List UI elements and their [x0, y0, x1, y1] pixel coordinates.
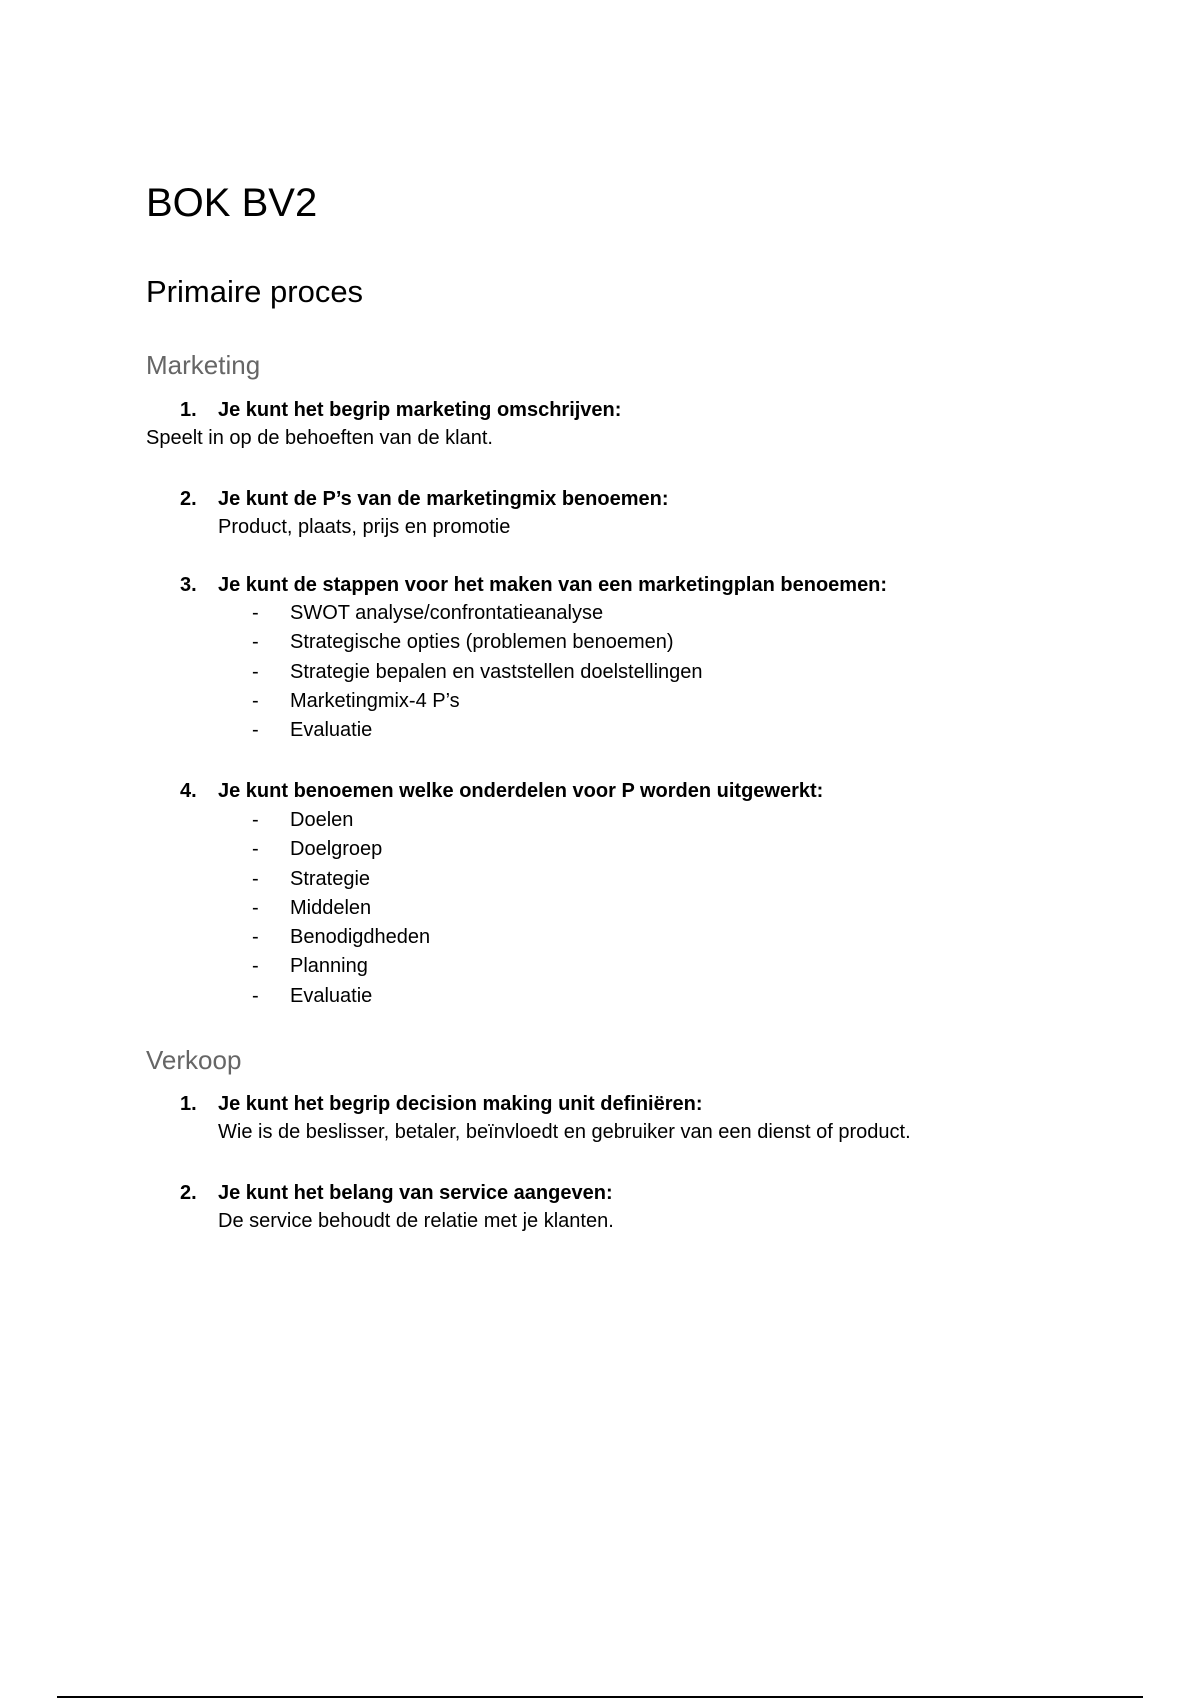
verkoop-answer-2: De service behoudt de relatie met je klanten. — [218, 1210, 614, 1232]
promotion-parts-list — [252, 806, 430, 1011]
question-text: Je kunt benoemen welke onderdelen voor P worden uitgewerkt: — [218, 780, 824, 802]
marketing-question-2 — [180, 489, 669, 509]
question-number: 1. — [180, 1093, 197, 1115]
list-item: - Benodigdheden — [252, 923, 430, 952]
list-item: - Strategie bepalen en vaststellen doelstellingen — [252, 658, 703, 687]
list-item: - Strategische opties (problemen benoemen) — [252, 628, 703, 657]
dash-marker: - — [252, 926, 259, 949]
section-heading-primaire-proces: Primaire proces — [146, 274, 364, 309]
dash-marker: - — [252, 867, 259, 890]
dash-marker: - — [252, 896, 259, 919]
dash-marker: - — [252, 809, 259, 831]
list-item: - SWOT analyse/confrontatieanalyse — [252, 599, 703, 628]
list-item: - Doelgroep — [252, 835, 430, 864]
marketing-question-4 — [180, 781, 823, 801]
marketing-plan-steps-list — [252, 599, 703, 745]
question-number: 3. — [180, 574, 197, 596]
dash-marker: - — [252, 689, 259, 712]
list-item: - Evaluatie — [252, 716, 703, 745]
dash-marker: - — [252, 838, 259, 861]
marketing-answer-2: Product, plaats, prijs en promotie — [218, 516, 511, 538]
question-number: 1. — [180, 399, 197, 421]
dash-marker: - — [252, 719, 259, 742]
subsection-heading-marketing: Marketing — [146, 350, 261, 380]
dash-marker: - — [252, 602, 259, 624]
list-item: - Marketingmix-4 P’s — [252, 687, 703, 716]
dash-marker: - — [252, 955, 259, 978]
list-item: - Planning — [252, 952, 430, 981]
question-text: Je kunt de stappen voor het maken van een marketingplan benoemen: — [218, 574, 888, 596]
marketing-question-3 — [180, 575, 887, 595]
question-number: 2. — [180, 1182, 197, 1204]
subsection-heading-verkoop: Verkoop — [146, 1045, 242, 1075]
question-text: Je kunt het begrip decision making unit definiëren: — [218, 1093, 703, 1115]
dash-marker: - — [252, 631, 259, 654]
question-number: 4. — [180, 780, 197, 802]
list-item: - Strategie — [252, 865, 430, 894]
dash-marker: - — [252, 984, 259, 1007]
question-text: Je kunt het belang van service aangeven: — [218, 1182, 613, 1204]
list-item: - Middelen — [252, 894, 430, 923]
list-item: - Doelen — [252, 806, 430, 835]
verkoop-question-1 — [180, 1094, 703, 1114]
question-text: Je kunt het begrip marketing omschrijven: — [218, 399, 622, 421]
footer-divider — [57, 1696, 1143, 1698]
document-title: BOK BV2 — [146, 181, 318, 225]
question-text: Je kunt de P’s van de marketingmix benoemen: — [218, 488, 669, 510]
marketing-answer-1: Speelt in op de behoeften van de klant. — [146, 427, 493, 449]
list-item: - Evaluatie — [252, 982, 430, 1011]
dash-marker: - — [252, 660, 259, 683]
verkoop-answer-1: Wie is de beslisser, betaler, beïnvloedt en gebruiker van een dienst of product. — [218, 1121, 911, 1143]
verkoop-question-2 — [180, 1183, 613, 1203]
question-number: 2. — [180, 488, 197, 510]
marketing-question-1 — [180, 400, 621, 420]
